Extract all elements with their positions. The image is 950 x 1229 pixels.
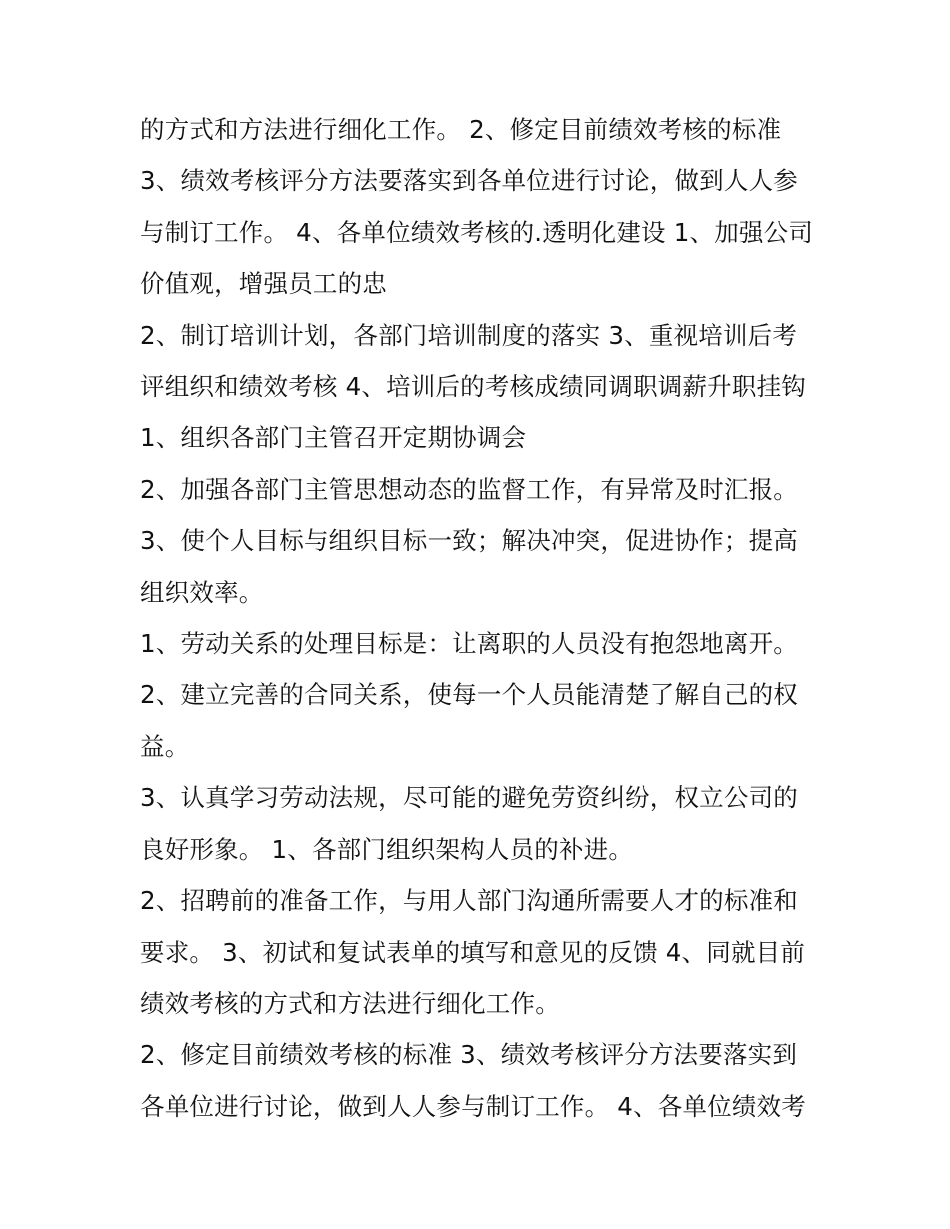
paragraph: 3、认真学习劳动法规，尽可能的避免劳资纠纷，权立公司的良好形象。 1、各部门组织架构人员的补进。 — [140, 783, 798, 864]
paragraph: 2、修定目前绩效考核的标准 3、绩效考核评分方法要落实到各单位进行讨论，做到人人参与制订工作。 4、各单位绩效考 — [140, 1040, 806, 1121]
document-body — [140, 104, 820, 1132]
paragraph: 3、使个人目标与组织目标一致；解决冲突，促进协作；提高组织效率。 — [140, 526, 798, 607]
paragraph: 2、招聘前的准备工作，与用人部门沟通所需要人才的标准和要求。 3、初试和复试表单的填写和意见的反馈 4、同就目前绩效考核的方式和方法进行细化工作。 — [140, 886, 806, 1018]
paragraph: 2、加强各部门主管思想动态的监督工作，有异常及时汇报。 — [140, 474, 798, 504]
paragraph: 2、制订培训计划，各部门培训制度的落实 3、重视培训后考评组织和绩效考核 4、培训后的考核成绩同调职调薪升职挂钩 — [140, 320, 806, 402]
paragraph: 1、组织各部门主管召开定期协调会 — [140, 423, 527, 453]
paragraph: 2、建立完善的合同关系，使每一个人员能清楚了解自己的权益。 — [140, 680, 798, 761]
paragraph: 3、绩效考核评分方法要落实到各单位进行讨论，做到人人参与制订工作。 4、各单位绩效考核的.透明化建设 1、加强公司价值观，增强员工的忠 — [140, 166, 814, 299]
paragraph: 1、劳动关系的处理目标是：让离职的人员没有抱怨地离开。 — [140, 629, 798, 659]
paragraph: 的方式和方法进行细化工作。 2、修定目前绩效考核的标准 — [140, 115, 782, 144]
